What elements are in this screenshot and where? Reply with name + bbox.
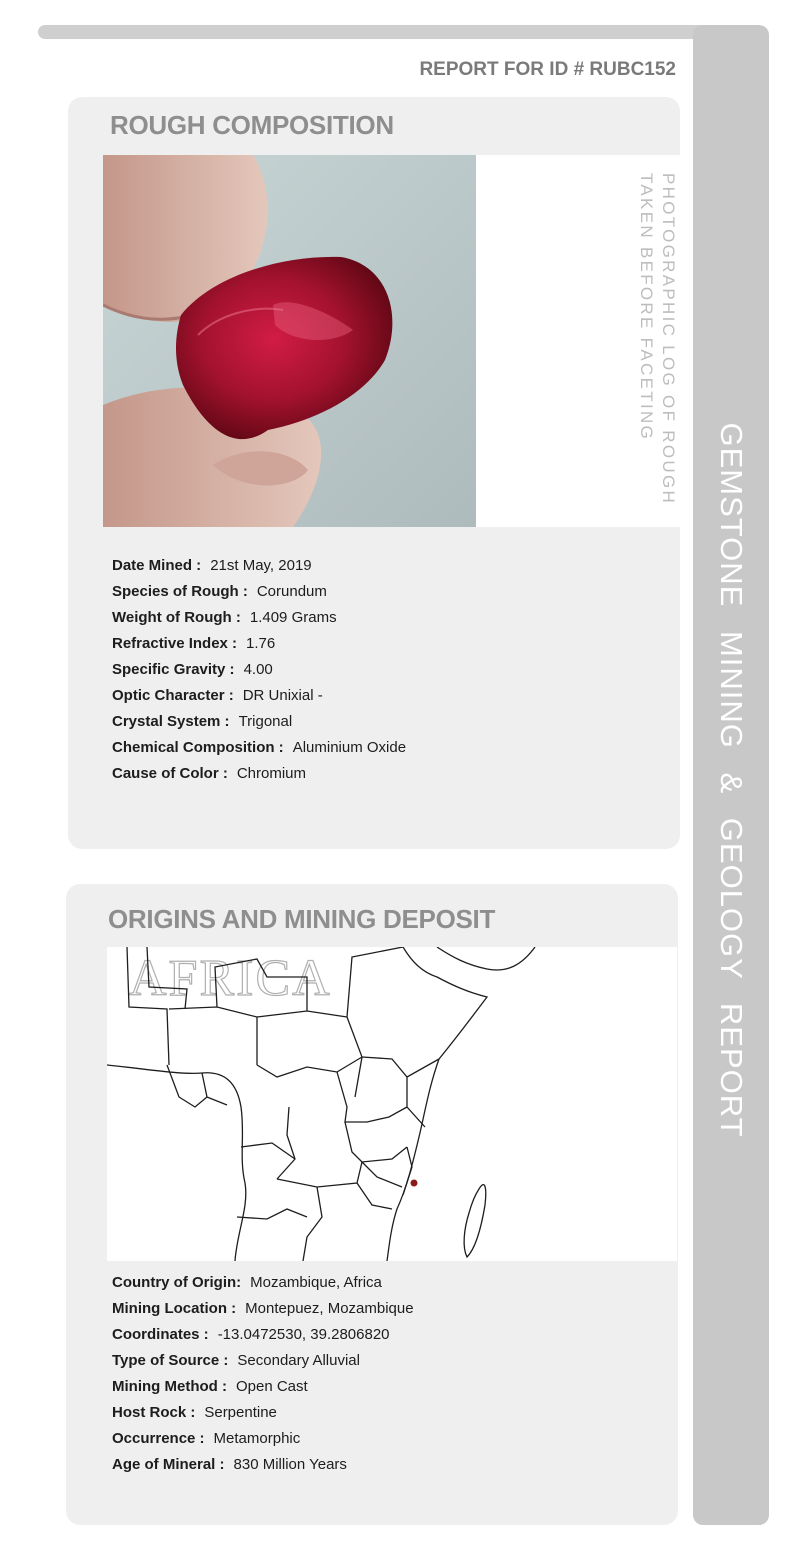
spec-label: Mining Method : [112,1378,227,1395]
spec-label: Occurrence : [112,1430,205,1447]
origins-title: ORIGINS AND MINING DEPOSIT [108,904,496,934]
rough-gem-photo [103,155,476,527]
photo-caption: PHOTOGRAPHIC LOG OF ROUGH TAKEN BEFORE FACETING [637,173,678,506]
spec-row [112,1456,414,1482]
spec-label: Date Mined : [112,557,202,574]
spec-value: Montepuez, Mozambique [245,1300,414,1317]
spec-row [112,1378,414,1404]
spec-value: 830 Million Years [233,1456,347,1473]
spec-value: Open Cast [235,1378,308,1395]
spec-value: Metamorphic [213,1430,301,1447]
spec-value: Mozambique, Africa [250,1274,382,1291]
rough-photo-strip [103,155,680,527]
spec-row [112,635,406,661]
africa-map [107,947,677,1261]
spec-row [112,1404,414,1430]
spec-label: Specific Gravity : [112,661,235,678]
spec-value: 1.76 [246,635,276,652]
spec-value: 1.409 Grams [249,609,337,626]
top-decor-bar [38,25,738,39]
spec-row [112,1352,414,1378]
rough-composition-title: ROUGH COMPOSITION [110,110,394,140]
spec-value: Secondary Alluvial [237,1352,360,1369]
spec-row [112,557,406,583]
spec-row [112,1274,414,1300]
spec-label: Country of Origin: [112,1274,242,1291]
spec-row [112,609,406,635]
side-title-wrap [693,25,769,1525]
spec-row [112,1300,414,1326]
spec-value: Corundum [256,583,327,600]
spec-row [112,661,406,687]
rough-spec-list [112,557,406,791]
photo-caption-wrap [635,173,679,513]
spec-row [112,713,406,739]
spec-label: Type of Source : [112,1352,229,1369]
spec-label: Species of Rough : [112,583,248,600]
spec-row [112,765,406,791]
side-report-title: GEMSTONE MINING & GEOLOGY REPORT [714,422,749,1138]
spec-value: 4.00 [243,661,273,678]
spec-label: Cause of Color : [112,765,228,782]
spec-row [112,687,406,713]
spec-value: Chromium [236,765,307,782]
spec-value: DR Unixial - [242,687,323,704]
spec-label: Mining Location : [112,1300,237,1317]
origins-spec-list [112,1274,414,1482]
spec-label: Age of Mineral : [112,1456,225,1473]
spec-label: Host Rock : [112,1404,196,1421]
spec-value: Serpentine [204,1404,277,1421]
spec-value: Aluminium Oxide [292,739,407,756]
spec-label: Refractive Index : [112,635,238,652]
spec-value: Trigonal [238,713,293,730]
spec-label: Optic Character : [112,687,234,704]
spec-label: Coordinates : [112,1326,209,1343]
spec-label: Chemical Composition : [112,739,284,756]
spec-value: -13.0472530, 39.2806820 [217,1326,390,1343]
spec-row [112,583,406,609]
spec-value: 21st May, 2019 [210,557,312,574]
spec-label: Crystal System : [112,713,230,730]
spec-row [112,739,406,765]
spec-row [112,1430,414,1456]
report-id: REPORT FOR ID # RUBC152 [419,59,676,80]
spec-label: Weight of Rough : [112,609,241,626]
mine-location-marker [411,1180,418,1187]
spec-row [112,1326,414,1352]
map-label: AFRICA [129,950,332,1007]
